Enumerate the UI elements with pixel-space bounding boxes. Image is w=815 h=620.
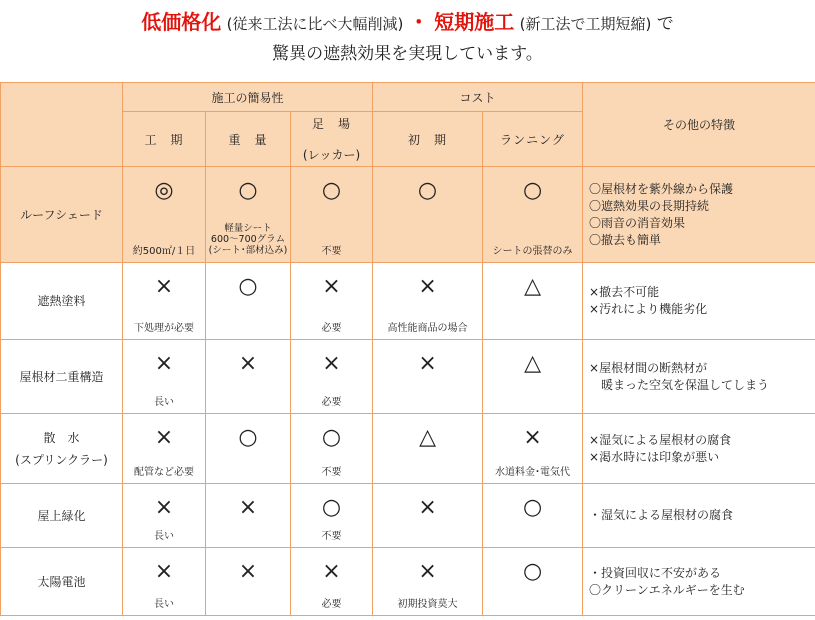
row-label-line: ルーフシェード xyxy=(20,207,103,222)
rating-symbol: △ xyxy=(524,351,541,376)
rating-cell xyxy=(483,548,583,616)
headline-tail: で xyxy=(656,14,674,34)
rating-symbol: ○ xyxy=(238,425,258,450)
row-label xyxy=(1,340,123,414)
table-row xyxy=(1,340,815,414)
rating-cell xyxy=(206,263,291,340)
sub-header-scaffold-label: 足 場 xyxy=(312,117,352,131)
feature-item: 〇雨音の消音効果 xyxy=(589,215,686,230)
rating-cell xyxy=(291,484,373,548)
sub-header-crane-label: (レッカー) xyxy=(302,148,361,162)
rating-note: 不要 xyxy=(321,531,342,542)
headline-short-term: 短期施工 xyxy=(434,10,515,34)
features-cell xyxy=(583,414,815,484)
rating-note: シートの張替のみ xyxy=(492,246,573,257)
rating-cell xyxy=(483,340,583,414)
feature-item: 〇屋根材を紫外線から保護 xyxy=(589,181,734,196)
rating-cell xyxy=(291,414,373,484)
rating-symbol: × xyxy=(418,495,437,520)
rating-cell xyxy=(291,263,373,340)
headline-short-term-note: (新工法で工期短縮) xyxy=(519,15,652,33)
rating-cell xyxy=(483,414,583,484)
rating-symbol: × xyxy=(322,351,341,376)
rating-cell xyxy=(483,263,583,340)
row-label-line: (スプリンクラー) xyxy=(15,452,108,467)
headline-low-price: 低価格化 xyxy=(141,10,222,34)
rating-cell xyxy=(483,484,583,548)
rating-symbol: △ xyxy=(419,425,436,450)
row-label xyxy=(1,548,123,616)
rating-note: 水道料金･電気代 xyxy=(495,467,571,478)
feature-item: ・投資回収に不安がある xyxy=(589,565,722,580)
table-row xyxy=(1,167,815,263)
rating-cell xyxy=(373,263,483,340)
rating-cell xyxy=(206,484,291,548)
rating-symbol: × xyxy=(418,559,437,584)
rating-symbol: ○ xyxy=(321,495,342,520)
rating-note-line: 600～700グラム xyxy=(210,234,286,245)
rating-note: 必要 xyxy=(321,599,342,610)
row-label-line: 遮熱塗料 xyxy=(37,294,86,308)
group-header-ease: 施工の簡易性 xyxy=(123,83,373,112)
sub-header-initial: 初 期 xyxy=(373,112,483,167)
feature-item: 〇撤去も簡単 xyxy=(589,232,662,247)
feature-item: ×撤去不可能 xyxy=(589,285,660,299)
rating-symbol: × xyxy=(154,559,174,584)
rating-cell xyxy=(123,548,206,616)
group-header-other: その他の特徴 xyxy=(583,83,815,167)
rating-cell xyxy=(291,340,373,414)
rating-symbol: × xyxy=(523,425,542,450)
headline-line-2: 驚異の遮熱効果を実現しています。 xyxy=(272,44,543,64)
rating-note: 長い xyxy=(154,531,174,542)
rating-note-line: 軽量シート xyxy=(224,223,272,234)
rating-symbol: × xyxy=(154,351,174,376)
headline xyxy=(0,8,815,68)
table-row xyxy=(1,263,815,340)
rating-cell xyxy=(206,167,291,263)
row-label xyxy=(1,484,123,548)
rating-symbol: ○ xyxy=(522,495,543,520)
rating-cell xyxy=(483,167,583,263)
rating-symbol: ○ xyxy=(321,178,342,203)
headline-line-1 xyxy=(0,8,815,38)
rating-cell xyxy=(373,548,483,616)
rating-note: 約500㎡/１日 xyxy=(132,246,196,257)
features-cell xyxy=(583,548,815,616)
rating-note: 必要 xyxy=(321,397,342,408)
table-row xyxy=(1,548,815,616)
rating-symbol: × xyxy=(322,559,341,584)
feature-item: ×湿気による屋根材の腐食 xyxy=(589,432,732,447)
row-label xyxy=(1,263,123,340)
rating-cell xyxy=(123,414,206,484)
rating-note xyxy=(206,223,290,256)
feature-item: 〇遮熱効果の長期持続 xyxy=(589,198,710,213)
features-cell xyxy=(583,167,815,263)
rating-note: 長い xyxy=(154,397,174,408)
row-label xyxy=(1,414,123,484)
rating-symbol: ○ xyxy=(238,178,258,203)
row-label-line: 屋根材二重構造 xyxy=(19,369,104,384)
rating-symbol: × xyxy=(322,274,341,299)
rating-note: 配管など必要 xyxy=(134,467,194,478)
feature-item: ×汚れにより機能劣化 xyxy=(589,302,708,316)
rating-cell xyxy=(291,167,373,263)
features-cell xyxy=(583,263,815,340)
rating-cell xyxy=(123,484,206,548)
headline-low-price-note: (従来工法に比べ大幅削減) xyxy=(226,15,404,33)
rating-cell xyxy=(373,414,483,484)
rating-symbol: ○ xyxy=(522,559,543,584)
rating-cell xyxy=(373,340,483,414)
rating-symbol: × xyxy=(154,495,174,520)
rating-cell xyxy=(206,548,291,616)
rating-cell xyxy=(123,263,206,340)
table-row xyxy=(1,414,815,484)
features-cell xyxy=(583,340,815,414)
headline-separator: ・ xyxy=(408,10,429,34)
row-label-line: 太陽電池 xyxy=(37,574,86,589)
row-label-line: 屋上緑化 xyxy=(37,508,86,523)
rating-symbol: ○ xyxy=(238,274,258,299)
rating-note: 不要 xyxy=(321,467,342,478)
rating-cell xyxy=(206,414,291,484)
rating-symbol: × xyxy=(238,351,258,376)
sub-header-period: 工 期 xyxy=(123,112,206,167)
rating-cell xyxy=(206,340,291,414)
rating-note: 必要 xyxy=(321,323,342,334)
rating-cell xyxy=(123,167,206,263)
header-corner xyxy=(1,83,123,167)
features-cell xyxy=(583,484,815,548)
rating-symbol: × xyxy=(418,351,437,376)
sub-header-weight: 重 量 xyxy=(206,112,291,167)
rating-note-line: (シート･部材込み) xyxy=(208,245,288,256)
feature-item: ・湿気による屋根材の腐食 xyxy=(589,508,734,522)
rating-cell xyxy=(123,340,206,414)
rating-symbol: ○ xyxy=(321,425,342,450)
feature-item: ×渇水時には印象が悪い xyxy=(589,449,720,464)
rating-cell xyxy=(373,167,483,263)
sub-header-scaffold xyxy=(291,112,373,167)
rating-symbol: × xyxy=(154,425,174,450)
rating-symbol: × xyxy=(154,274,174,299)
group-header-cost: コスト xyxy=(373,83,583,112)
rating-cell xyxy=(291,548,373,616)
feature-item: 暖まった空気を保温してしまう xyxy=(589,377,770,392)
table-body xyxy=(1,167,815,616)
feature-item: 〇クリーンエネルギーを生む xyxy=(589,582,745,597)
rating-note: 初期投資莫大 xyxy=(397,599,458,610)
rating-symbol: × xyxy=(238,495,258,520)
sub-header-running: ランニング xyxy=(483,112,583,167)
comparison-table xyxy=(0,82,815,616)
rating-note: 長い xyxy=(154,599,174,610)
rating-symbol: × xyxy=(238,559,258,584)
row-label xyxy=(1,167,123,263)
rating-note: 下処理が必要 xyxy=(134,323,194,334)
rating-symbol: ○ xyxy=(522,178,543,203)
rating-symbol: ○ xyxy=(417,178,438,203)
table-row xyxy=(1,484,815,548)
rating-note: 不要 xyxy=(321,246,342,257)
rating-note: 高性能商品の場合 xyxy=(387,323,468,334)
rating-cell xyxy=(373,484,483,548)
rating-symbol: △ xyxy=(524,274,541,299)
rating-symbol: × xyxy=(418,274,437,299)
row-label-line: 散 水 xyxy=(43,430,80,445)
feature-item: ×屋根材間の断熱材が xyxy=(589,360,708,375)
rating-symbol: ◎ xyxy=(154,178,174,203)
